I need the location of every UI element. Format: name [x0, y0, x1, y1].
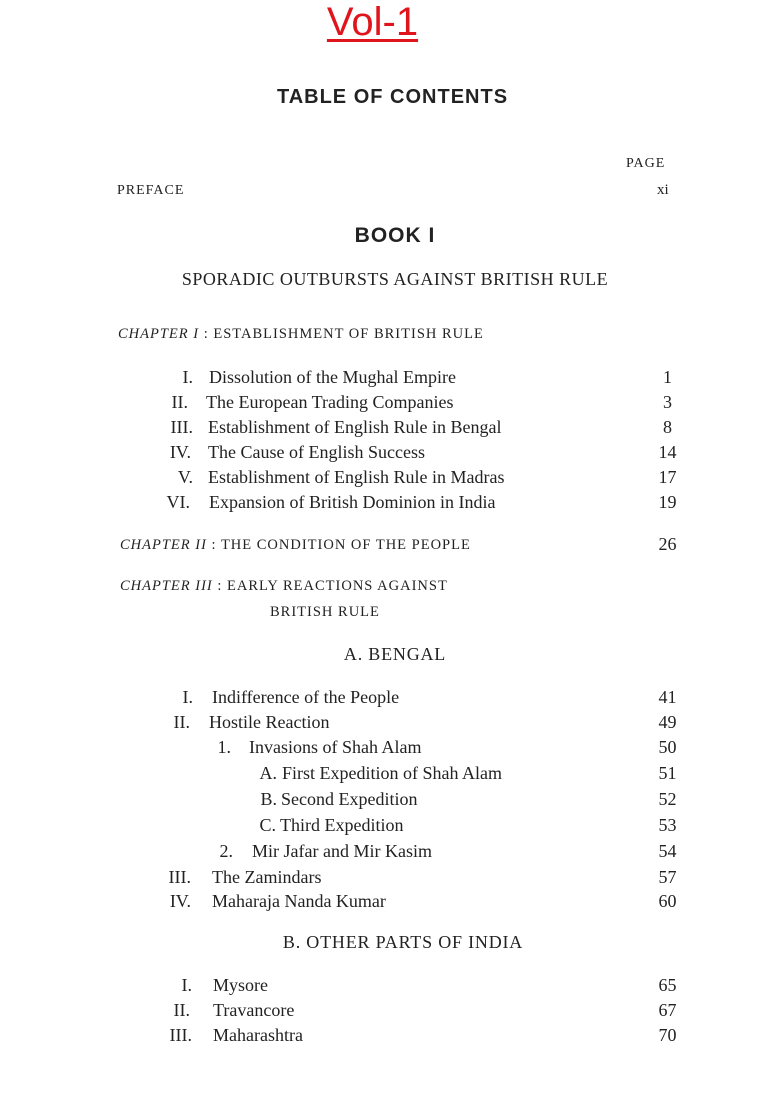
chapter-3-separator: : — [212, 578, 228, 594]
toc-row-title: Invasions of Shah Alam — [249, 737, 422, 757]
toc-row-title: Establishment of English Rule in Madras — [208, 467, 505, 487]
toc-row-page: 52 — [658, 789, 677, 809]
page-column-header: PAGE — [626, 156, 666, 171]
toc-row-number: I. — [182, 367, 193, 387]
toc-row — [0, 392, 780, 417]
toc-row — [0, 841, 780, 866]
toc-row-page: 60 — [658, 891, 677, 911]
toc-row-number: IV. — [169, 442, 191, 462]
toc-row — [0, 442, 780, 467]
toc-row — [0, 417, 780, 442]
toc-row-title: Establishment of English Rule in Bengal — [208, 417, 502, 437]
toc-row-title: Dissolution of the Mughal Empire — [209, 367, 456, 387]
toc-row-number: II. — [171, 392, 188, 412]
toc-row-page: 70 — [658, 1025, 677, 1045]
preface-page: xi — [657, 182, 669, 198]
toc-row-number: IV. — [169, 891, 191, 911]
toc-row-number: II. — [173, 712, 190, 732]
toc-row — [0, 687, 780, 712]
toc-row — [0, 1025, 780, 1050]
chapter-2-separator: : — [206, 537, 221, 553]
chapter-1-title: ESTABLISHMENT OF BRITISH RULE — [213, 326, 484, 342]
toc-row — [0, 492, 780, 517]
chapter-3-label: CHAPTER III — [120, 578, 213, 594]
toc-row-page: 65 — [658, 975, 677, 995]
toc-row-title: The European Trading Companies — [206, 392, 454, 412]
toc-row-title: Second Expedition — [281, 789, 418, 809]
toc-row — [0, 891, 780, 916]
toc-row-page: 54 — [658, 841, 677, 861]
toc-row-number: VI. — [166, 492, 190, 512]
toc-row-title: Mysore — [213, 975, 268, 995]
toc-row-page: 8 — [663, 417, 672, 437]
chapter-1-label: CHAPTER I — [118, 326, 200, 342]
section-a-title: A. BENGAL — [343, 644, 447, 664]
chapter-1-separator: : — [199, 326, 214, 342]
toc-row-title: Maharashtra — [213, 1025, 303, 1045]
toc-row-page: 41 — [658, 687, 677, 707]
toc-row — [0, 867, 780, 892]
section-b-title: B. OTHER PARTS OF INDIA — [282, 932, 524, 952]
toc-row — [0, 975, 780, 1000]
toc-row-title: The Cause of English Success — [208, 442, 425, 462]
toc-row-title: Maharaja Nanda Kumar — [212, 891, 386, 911]
toc-row — [0, 712, 780, 737]
toc-row-number: II. — [173, 1000, 190, 1020]
toc-row-number: III. — [168, 867, 191, 887]
toc-row-page: 53 — [658, 815, 677, 835]
chapter-2-title: THE CONDITION OF THE PEOPLE — [220, 537, 471, 553]
toc-row-title: Travancore — [213, 1000, 295, 1020]
chapter-3-title-line1: EARLY REACTIONS AGAINST — [227, 578, 448, 594]
toc-row-title: Expansion of British Dominion in India — [209, 492, 496, 512]
page-title: TABLE OF CONTENTS — [276, 86, 509, 108]
toc-row — [0, 737, 780, 762]
toc-row-page: 50 — [658, 737, 677, 757]
toc-row-number: V. — [177, 467, 193, 487]
toc-row-number: III. — [169, 1025, 192, 1045]
chapter-2-page: 26 — [658, 534, 677, 554]
toc-row-title: Indifference of the People — [212, 687, 400, 707]
toc-row-number: III. — [170, 417, 193, 437]
chapter-1-heading — [118, 326, 484, 343]
toc-row-page: 1 — [663, 367, 672, 387]
toc-row-page: 49 — [658, 712, 677, 732]
toc-row-number: I. — [182, 687, 193, 707]
toc-row-page: 14 — [658, 442, 677, 462]
toc-row-title: First Expedition of Shah Alam — [282, 763, 502, 783]
toc-row-number: 1. — [217, 737, 231, 757]
toc-row — [0, 763, 780, 788]
toc-row-title: Mir Jafar and Mir Kasim — [252, 841, 432, 861]
toc-row-title: The Zamindars — [212, 867, 322, 887]
book-subtitle: SPORADIC OUTBURSTS AGAINST BRITISH RULE — [181, 269, 609, 289]
toc-row-page: 19 — [658, 492, 677, 512]
chapter-3-heading — [120, 578, 448, 595]
toc-row-number: 2. — [219, 841, 233, 861]
toc-row — [0, 467, 780, 492]
toc-row-page: 57 — [658, 867, 677, 887]
chapter-2-label: CHAPTER II — [120, 537, 207, 553]
toc-row-title: Third Expedition — [280, 815, 404, 835]
toc-row-title: Hostile Reaction — [209, 712, 330, 732]
toc-row — [0, 815, 780, 840]
toc-row — [0, 1000, 780, 1025]
toc-row-number: C. — [259, 815, 276, 835]
toc-row-page: 17 — [658, 467, 677, 487]
toc-row-page: 3 — [663, 392, 672, 412]
volume-label: Vol-1 — [326, 0, 419, 44]
toc-row-page: 67 — [658, 1000, 677, 1020]
chapter-2-page-row — [0, 534, 780, 559]
toc-row-page: 51 — [658, 763, 677, 783]
toc-row — [0, 789, 780, 814]
preface-label: PREFACE — [117, 183, 185, 198]
chapter-3-title-line2: BRITISH RULE — [270, 604, 380, 620]
toc-row-number: B. — [260, 789, 277, 809]
book-title: BOOK I — [354, 224, 436, 247]
toc-row-number: I. — [181, 975, 192, 995]
toc-row-number: A. — [259, 763, 277, 783]
toc-row — [0, 367, 780, 392]
